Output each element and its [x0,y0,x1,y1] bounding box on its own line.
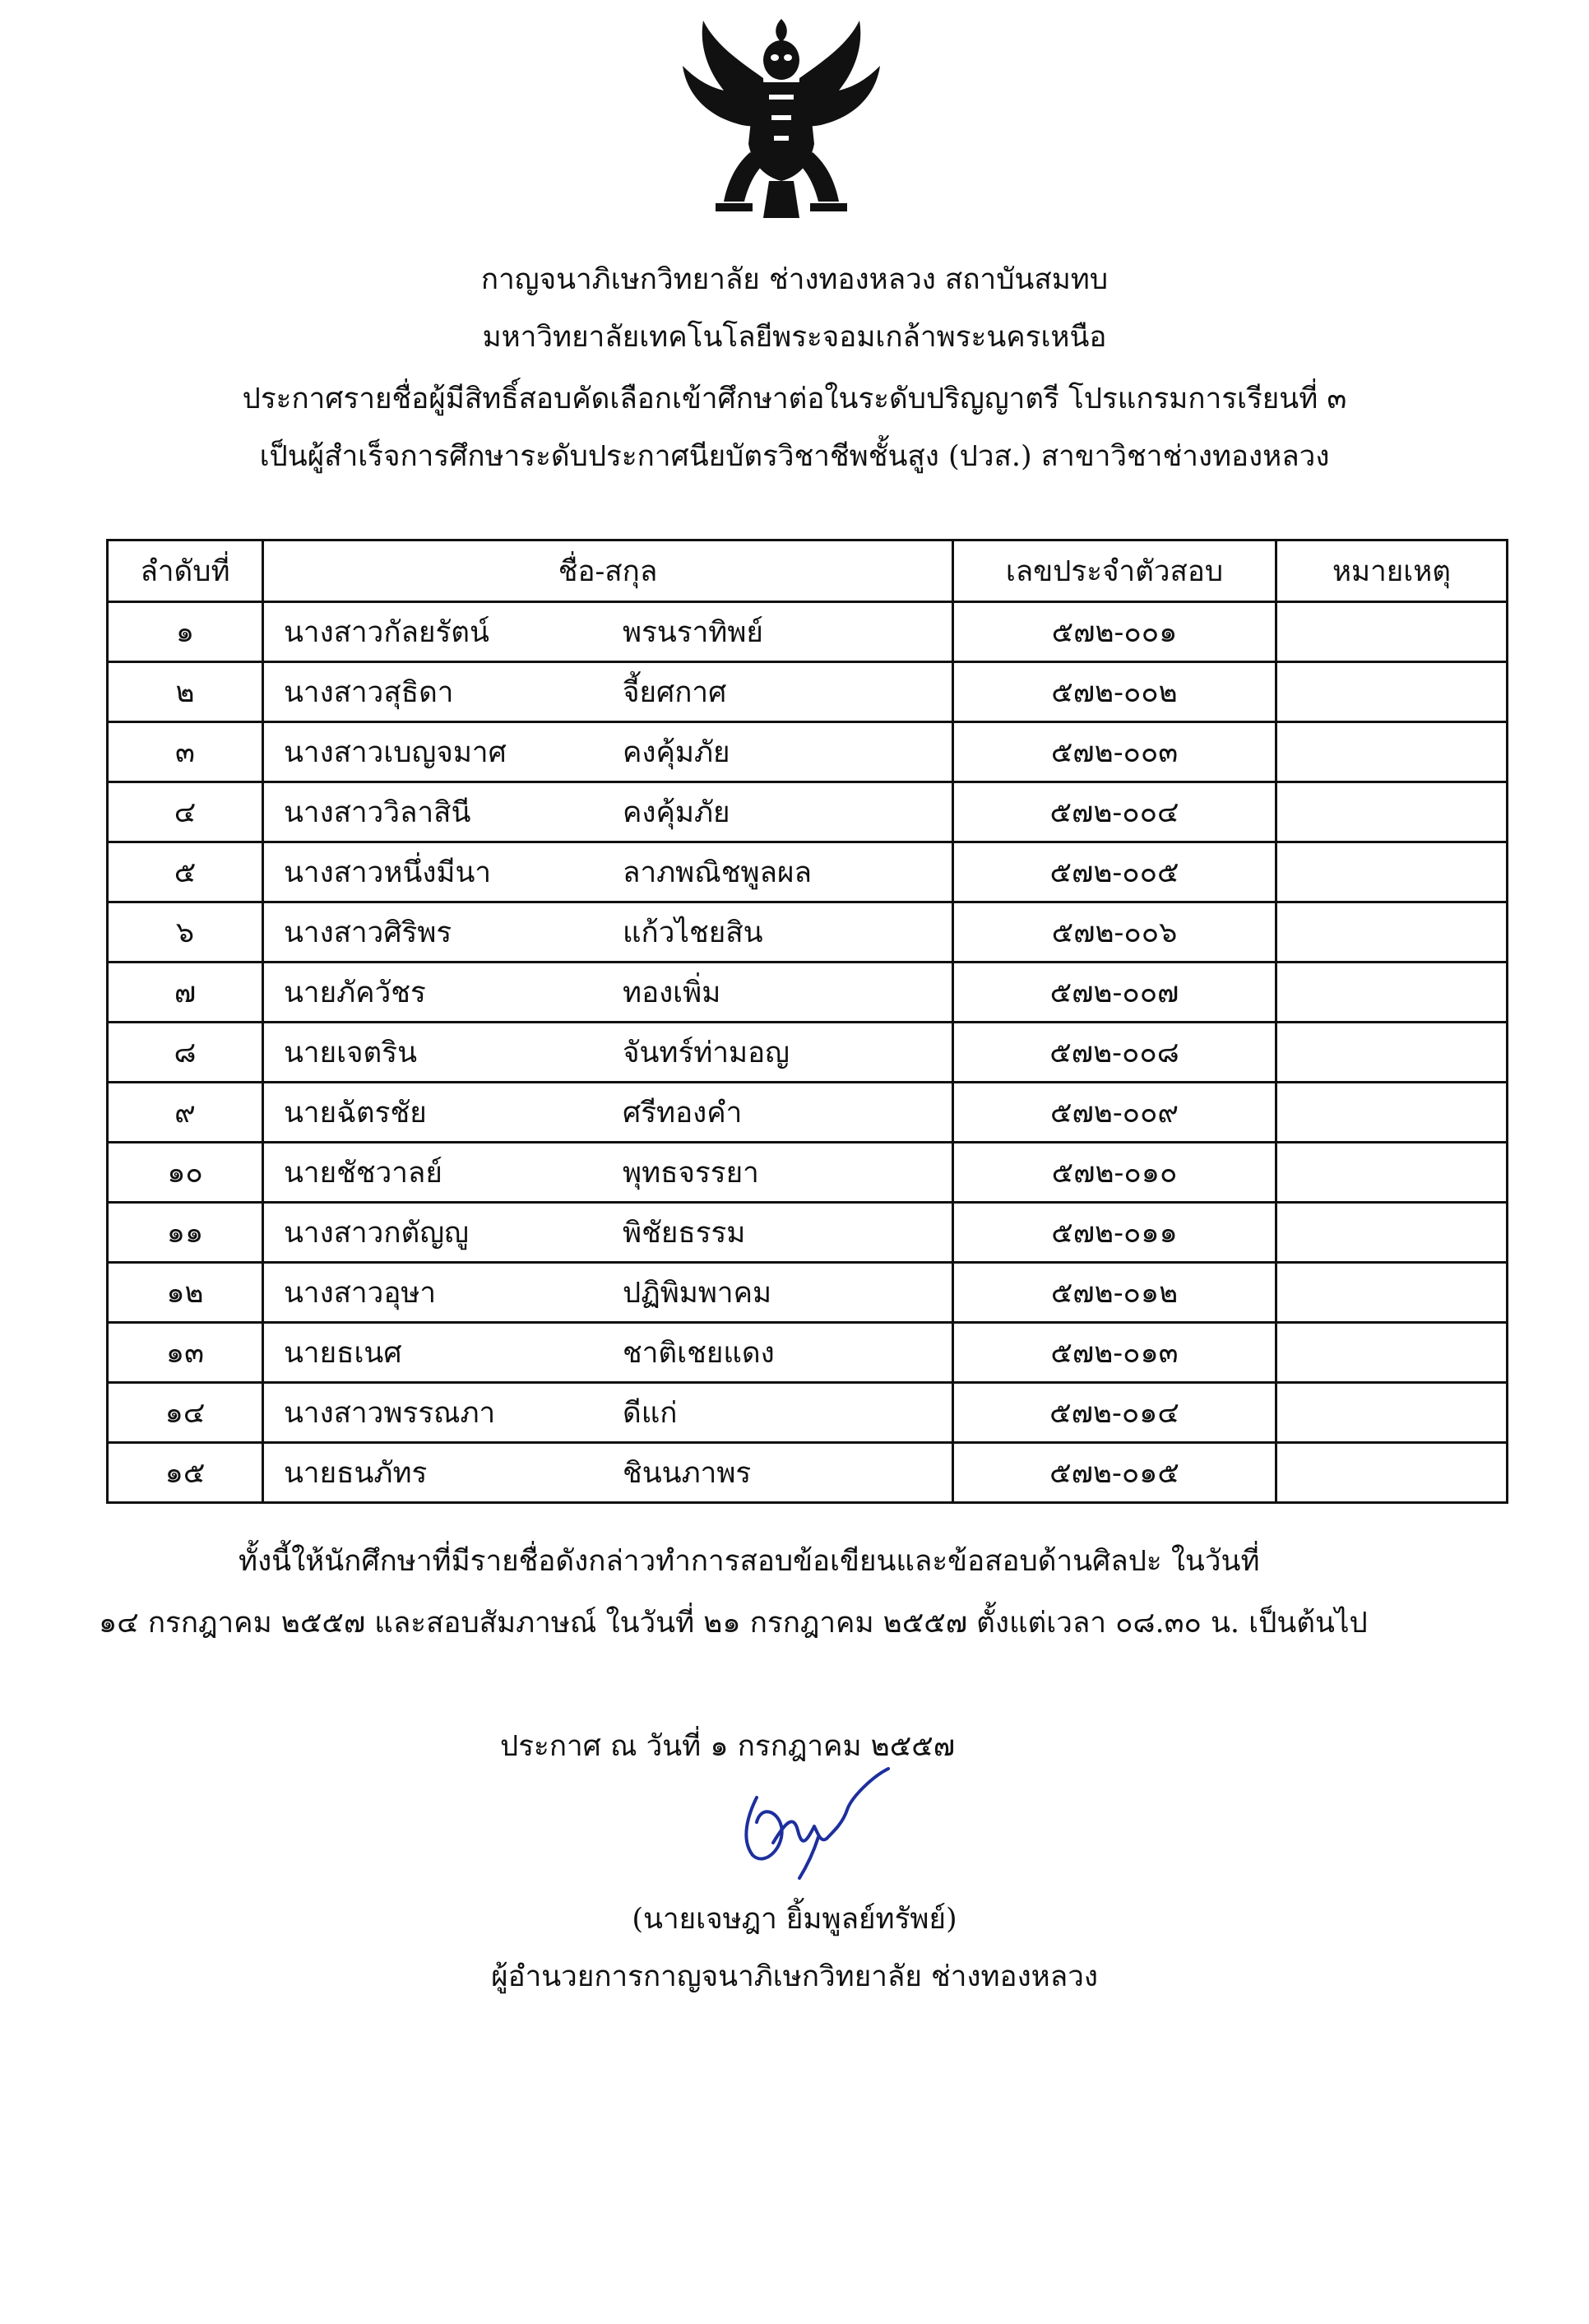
first-name: นางสาวกตัญญู [284,1216,469,1250]
row-remark [1276,1143,1508,1203]
table-row [108,1323,1508,1383]
announcement-date: ประกาศ ณ วันที่ ๑ กรกฎาคม ๒๕๕๗ [500,1730,956,1763]
first-name: นางสาวพรรณภา [284,1396,496,1430]
last-name: พุทธจรรยา [623,1156,759,1190]
row-exam-id: ๕๗๒-๐๐๗ [953,963,1276,1023]
row-name [263,1203,953,1263]
signer-name: (นายเจษฎา ยิ้มพูลย์ทรัพย์) [632,1903,957,1936]
row-remark [1276,1443,1508,1503]
last-name: ศรีทองคำ [623,1096,743,1130]
table-row [108,662,1508,722]
last-name: จี้ยศกาศ [623,675,727,709]
last-name: ปฏิพิมพาคม [623,1276,772,1310]
row-exam-id: ๕๗๒-๐๐๑ [953,602,1276,662]
row-number: ๑๕ [108,1443,263,1503]
row-number: ๙ [108,1083,263,1143]
header-institution: กาญจนาภิเษกวิทยาลัย ช่างทองหลวง สถาบันสมทบ [480,263,1109,296]
first-name: นายภัควัชร [284,976,426,1009]
signature-icon [724,1765,896,1880]
table-row [108,1203,1508,1263]
row-remark [1276,1263,1508,1323]
table-row [108,782,1508,842]
row-number: ๑ [108,602,263,662]
header-announcement-subtitle: เป็นผู้สำเร็จการศึกษาระดับประกาศนียบัตรวิชาชีพชั้นสูง (ปวส.) สาขาวิชาช่างทองหลวง [259,440,1330,473]
row-remark [1276,602,1508,662]
table-row [108,1383,1508,1443]
first-name: นางสาวหนึ่งมีนา [284,856,492,889]
row-remark [1276,1323,1508,1383]
candidate-table [106,539,1508,1504]
signer-position: ผู้อำนวยการกาญจนาภิเษกวิทยาลัย ช่างทองหลวง [491,1960,1098,1993]
row-remark [1276,1083,1508,1143]
row-number: ๑๑ [108,1203,263,1263]
row-name [263,1023,953,1083]
table-header-row [108,540,1508,602]
row-remark [1276,842,1508,902]
row-name [263,602,953,662]
last-name: คงคุ้มภัย [623,796,730,829]
notice-line-1: ทั้งนี้ให้นักศึกษาที่มีรายชื่อดังกล่าวทำการสอบข้อเขียนและข้อสอบด้านศิลปะ ในวันที่ [239,1545,1260,1578]
column-header-remark: หมายเหตุ [1276,540,1508,602]
row-number: ๕ [108,842,263,902]
last-name: ชาติเชยแดง [623,1336,775,1370]
column-header-exam-id: เลขประจำตัวสอบ [953,540,1276,602]
last-name: ลาภพณิชพูลผล [623,856,812,889]
row-exam-id: ๕๗๒-๐๐๘ [953,1023,1276,1083]
first-name: นายเจตริน [284,1036,418,1069]
row-remark [1276,1203,1508,1263]
row-number: ๗ [108,963,263,1023]
table-row [108,1023,1508,1083]
last-name: ทองเพิ่ม [623,976,721,1009]
last-name: ดีแก่ [623,1396,678,1430]
last-name: แก้วไชยสิน [623,916,763,949]
row-number: ๒ [108,662,263,722]
row-name [263,1083,953,1143]
first-name: นายธเนศ [284,1336,402,1370]
row-name [263,842,953,902]
last-name: พรนราทิพย์ [623,615,763,649]
first-name: นางสาววิลาสินี [284,796,471,829]
row-exam-id: ๕๗๒-๐๑๕ [953,1443,1276,1503]
table-row [108,1083,1508,1143]
row-number: ๑๓ [108,1323,263,1383]
row-remark [1276,662,1508,722]
table-row [108,1443,1508,1503]
row-exam-id: ๕๗๒-๐๐๙ [953,1083,1276,1143]
first-name: นางสาวเบญจมาศ [284,735,507,769]
row-name [263,1143,953,1203]
table-row [108,963,1508,1023]
row-name [263,1263,953,1323]
row-exam-id: ๕๗๒-๐๑๑ [953,1203,1276,1263]
last-name: จันทร์ท่ามอญ [623,1036,790,1069]
row-remark [1276,1023,1508,1083]
table-row [108,602,1508,662]
row-exam-id: ๕๗๒-๐๐๕ [953,842,1276,902]
row-exam-id: ๕๗๒-๐๐๖ [953,902,1276,963]
first-name: นายชัชวาลย์ [284,1156,442,1190]
last-name: ชินนภาพร [623,1456,752,1490]
row-name [263,963,953,1023]
row-exam-id: ๕๗๒-๐๐๔ [953,782,1276,842]
row-name [263,1383,953,1443]
row-exam-id: ๕๗๒-๐๐๓ [953,722,1276,782]
first-name: นายฉัตรชัย [284,1096,427,1130]
row-number: ๖ [108,902,263,963]
header-announcement-title: ประกาศรายชื่อผู้มีสิทธิ์สอบคัดเลือกเข้าศึกษาต่อในระดับปริญญาตรี โปรแกรมการเรียนที่ ๓ [242,383,1347,415]
row-number: ๑๔ [108,1383,263,1443]
last-name: คงคุ้มภัย [623,735,730,769]
row-remark [1276,722,1508,782]
first-name: นางสาวศิริพร [284,916,452,949]
row-number: ๑๒ [108,1263,263,1323]
row-name [263,782,953,842]
row-remark [1276,782,1508,842]
row-remark [1276,902,1508,963]
table-row [108,722,1508,782]
column-header-name: ชื่อ-สกุล [263,540,953,602]
last-name: พิชัยธรรม [623,1216,746,1250]
notice-line-2: ๑๔ กรกฎาคม ๒๕๕๗ และสอบสัมภาษณ์ ในวันที่ ๒๑ กรกฎาคม ๒๕๕๗ ตั้งแต่เวลา ๐๘.๓๐ น. เป็นต้นไป [99,1607,1368,1640]
first-name: นางสาวอุษา [284,1276,437,1310]
header-university: มหาวิทยาลัยเทคโนโลยีพระจอมเกล้าพระนครเหนือ [482,321,1107,354]
row-number: ๓ [108,722,263,782]
table-row [108,1263,1508,1323]
garuda-emblem-icon [658,12,905,222]
column-header-no: ลำดับที่ [108,540,263,602]
row-exam-id: ๕๗๒-๐๑๔ [953,1383,1276,1443]
row-name [263,902,953,963]
row-number: ๑๐ [108,1143,263,1203]
row-remark [1276,1383,1508,1443]
row-exam-id: ๕๗๒-๐๑๒ [953,1263,1276,1323]
row-name [263,722,953,782]
row-exam-id: ๕๗๒-๐๐๒ [953,662,1276,722]
row-name [263,1323,953,1383]
first-name: นางสาวสุธิดา [284,675,454,709]
table-row [108,1143,1508,1203]
row-name [263,662,953,722]
table-row [108,902,1508,963]
row-name [263,1443,953,1503]
row-remark [1276,963,1508,1023]
table-row [108,842,1508,902]
row-number: ๘ [108,1023,263,1083]
row-number: ๔ [108,782,263,842]
row-exam-id: ๕๗๒-๐๑๐ [953,1143,1276,1203]
row-exam-id: ๕๗๒-๐๑๓ [953,1323,1276,1383]
first-name: นายธนภัทร [284,1456,428,1490]
first-name: นางสาวกัลยรัตน์ [284,615,489,649]
